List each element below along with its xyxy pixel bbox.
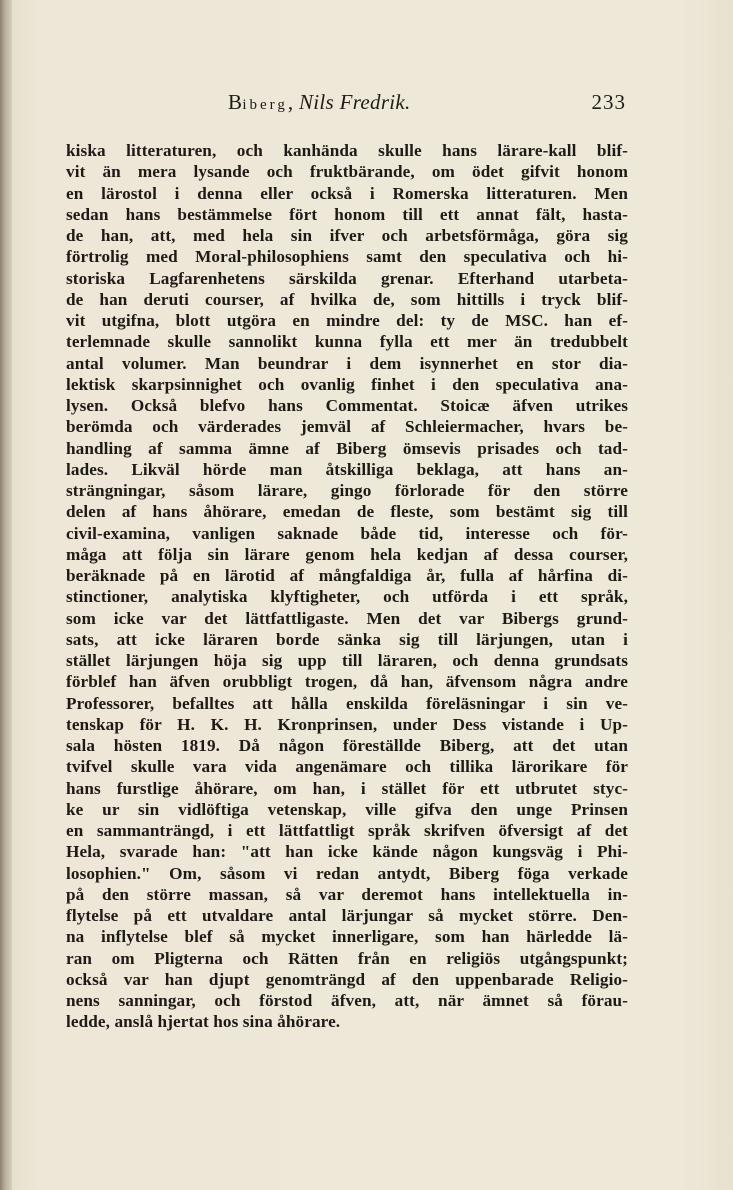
text-line: losophien." Om, såsom vi redan antydt, Biberg föga verkade (66, 863, 628, 883)
text-line: lektisk skarpsinnighet och ovanlig finhet i den speculativa ana- (66, 374, 628, 394)
text-line: stinctioner, analytiska klyftigheter, och utförda i ett språk, (66, 587, 628, 607)
text-line: ledde, anslå hjertat hos sina åhörare. (66, 1012, 341, 1032)
running-head-given-names: Nils Fredrik. (298, 90, 411, 114)
text-line: na inflytelse blef så mycket innerligare, som han härledde lä- (66, 927, 628, 947)
text-line: lades. Likväl hörde man åtskilliga beklaga, att hans an- (66, 459, 628, 479)
text-line: på den större massan, så var deremot hans intellektuella in- (66, 884, 628, 904)
running-head (228, 90, 411, 115)
text-line: en lärostol i denna eller också i Romerska litteraturen. Men (66, 183, 628, 203)
page-header (66, 90, 626, 120)
running-head-surname-rest: iberg (242, 97, 288, 113)
page-number: 233 (591, 90, 626, 114)
text-line: som icke var det lättfattligaste. Men det var Bibergs grund- (66, 608, 628, 628)
text-line: en sammanträngd, i ett lättfattligt språk skrifven öfversigt af det (66, 821, 628, 840)
text-line: antal volumer. Man beundrar i dem isynnerhet en stor dia- (66, 353, 628, 373)
text-line: berömda och värderades jemväl af Schleiermacher, hvars be- (66, 417, 628, 437)
text-line: hans furstlige åhörare, om han, i stället för ett utbrutet styc- (66, 778, 628, 798)
body-text (66, 140, 628, 1033)
text-line: sedan hans bestämmelse fört honom till ett annat fält, hasta- (66, 204, 628, 224)
text-line: beräknade på en lärotid af mångfaldiga år, fulla af hårfina di- (66, 566, 628, 585)
text-line: Hela, svarade han: "att han icke kände någon kungsväg i Phi- (66, 842, 628, 862)
text-line: flytelse på ett utvaldare antal lärjungar så mycket större. Den- (66, 906, 628, 925)
running-head-surname-initial: B (228, 90, 243, 114)
text-line: lysen. Också blefvo hans Commentat. Stoicæ äfven utrikes (66, 396, 628, 415)
text-line: tenskap för H. K. H. Kronprinsen, under Dess vistande i Up- (66, 714, 628, 734)
text-line: förtrolig med Moral-philosophiens samt den speculativa och hi- (66, 247, 628, 267)
text-line: delen af hans åhörare, emedan de fleste, som bestämt sig till (66, 502, 628, 522)
text-line: kiska litteraturen, och kanhända skulle hans lärare-kall blif- (66, 141, 628, 160)
text-line: ran om Pligterna och Rätten från en religiös utgångspunkt; (66, 948, 628, 968)
text-line: sats, att icke läraren borde sänka sig till lärjungen, utan i (66, 629, 628, 649)
binding-edge (0, 0, 12, 1190)
text-line: strängningar, såsom lärare, gingo förlorade för den större (66, 481, 628, 500)
text-line: nens sanningar, och förstod äfven, att, när ämnet så förau- (66, 991, 628, 1010)
text-line: handling af samma ämne af Biberg ömsevis prisades och tad- (66, 438, 628, 458)
text-line: förblef han äfven orubbligt trogen, då han, äfvensom några andre (66, 672, 628, 692)
text-line: vit än mera lysande och fruktbärande, om ödet gifvit honom (66, 162, 628, 182)
text-line: storiska Lagfarenhetens särskilda grenar. Efterhand utarbeta- (66, 268, 628, 288)
text-line: Professorer, befalltes att hålla enskilda föreläsningar i sin ve- (66, 693, 628, 713)
text-line: måga att följa sin lärare genom hela kedjan af dessa courser, (66, 544, 628, 564)
text-line: vit utgifna, blott utgöra en mindre del: ty de MSC. han ef- (66, 311, 628, 330)
text-line: också var han djupt genomträngd af den uppenbarade Religio- (66, 969, 628, 989)
text-line: ke ur sin vidlöftiga vetenskap, ville gifva den unge Prinsen (66, 799, 628, 819)
text-line: de han, att, med hela sin ifver och arbetsförmåga, göra sig (66, 226, 628, 245)
text-line: civil-examina, vanligen saknade både tid, interesse och för- (66, 523, 628, 543)
text-line: de han deruti courser, af hvilka de, som hittills i tryck blif- (66, 289, 628, 309)
text-line: stället lärjungen höja sig upp till läraren, och denna grundsats (66, 651, 628, 670)
running-head-separator: , (287, 90, 299, 114)
text-line: tvifvel skulle vara vida angenämare och tillika lärorikare för (66, 757, 628, 777)
text-line: sala hösten 1819. Då någon föreställde Biberg, att det utan (66, 736, 628, 755)
text-line: terlemnade skulle sannolikt kunna fylla ett mer än tredubbelt (66, 332, 628, 352)
